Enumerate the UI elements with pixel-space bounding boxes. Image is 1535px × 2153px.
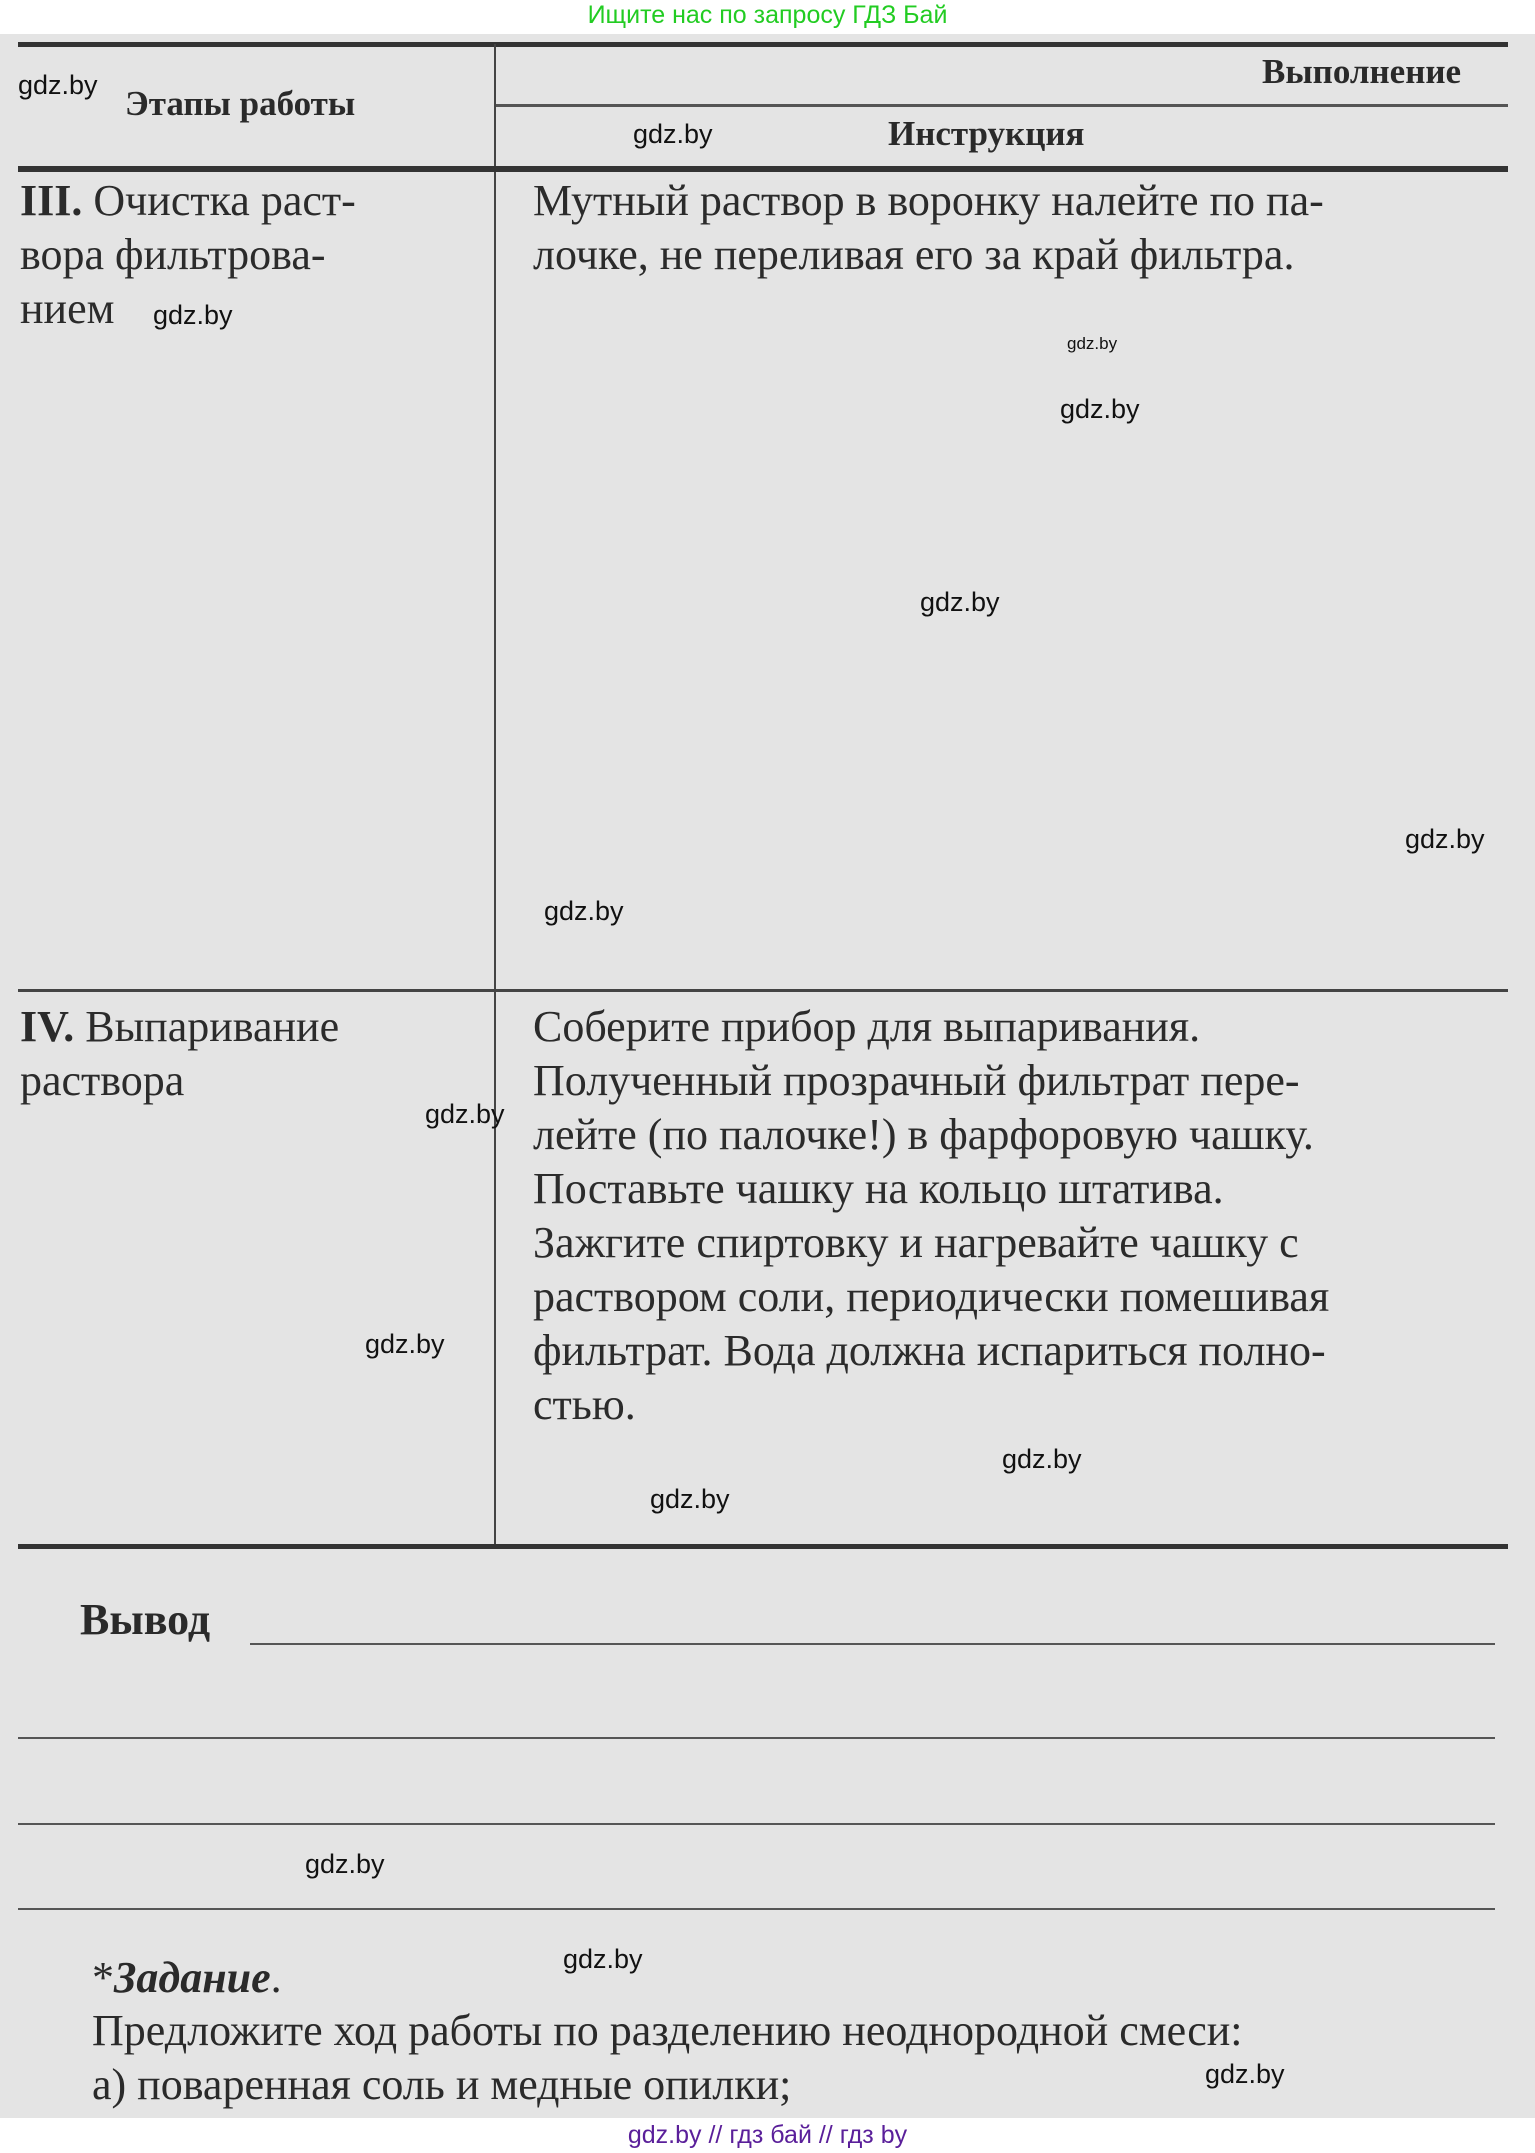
- instruction-line: раствором соли, периодически помешивая: [533, 1272, 1330, 1321]
- header-execution: Выполнение: [1262, 52, 1462, 91]
- answer-line[interactable]: [250, 1643, 1495, 1645]
- watermark: gdz.by: [425, 1099, 505, 1129]
- stage-number: III.: [20, 176, 83, 225]
- stage-number: IV.: [20, 1002, 75, 1051]
- instruction-line: Мутный раствор в воронку налейте по па-: [533, 176, 1324, 225]
- conclusion-label: Вывод: [80, 1595, 211, 1644]
- answer-line[interactable]: [18, 1823, 1495, 1825]
- watermark: gdz.by: [544, 896, 624, 926]
- stage-text: нием: [20, 284, 115, 333]
- stage-text: вора фильтрова-: [20, 230, 326, 279]
- watermark: gdz.by: [365, 1329, 445, 1359]
- answer-line[interactable]: [18, 1908, 1495, 1910]
- watermark: gdz.by: [650, 1484, 730, 1514]
- stage-text: раствора: [20, 1056, 185, 1105]
- table-top-border: [18, 42, 1508, 47]
- watermark: gdz.by: [1405, 824, 1485, 854]
- watermark: gdz.by: [633, 119, 713, 149]
- task-star: *: [92, 1953, 114, 2002]
- table-bottom-border: [18, 1544, 1508, 1549]
- task-prompt: Предложите ход работы по разделению неоднородной смеси:: [92, 2006, 1243, 2055]
- bottom-banner[interactable]: gdz.by // гдз бай // гдз by: [627, 2121, 908, 2149]
- watermark: gdz.by: [1067, 334, 1118, 353]
- header-subdivider: [496, 104, 1508, 107]
- instruction-line: Зажгите спиртовку и нагревайте чашку с: [533, 1218, 1299, 1267]
- watermark: gdz.by: [305, 1849, 385, 1879]
- instruction-line: фильтрат. Вода должна испариться полно-: [533, 1326, 1326, 1375]
- task-item: а) поваренная соль и медные опилки;: [92, 2060, 792, 2109]
- textbook-page: [0, 34, 1535, 2118]
- task-title: Задание: [114, 1953, 271, 2002]
- answer-line[interactable]: [18, 1737, 1495, 1739]
- column-divider: [494, 44, 496, 1549]
- instruction-line: Поставьте чашку на кольцо штатива.: [533, 1164, 1224, 1213]
- header-stages: Этапы работы: [125, 84, 356, 123]
- instruction-line: Соберите прибор для выпаривания.: [533, 1002, 1201, 1051]
- watermark: gdz.by: [1002, 1444, 1082, 1474]
- instruction-line: лейте (по палочке!) в фарфоровую чашку.: [533, 1110, 1314, 1159]
- watermark: gdz.by: [153, 300, 233, 330]
- watermark: gdz.by: [1205, 2059, 1285, 2089]
- stage-text: Очистка раст-: [93, 176, 356, 225]
- row-divider: [18, 989, 1508, 992]
- watermark: gdz.by: [920, 587, 1000, 617]
- top-banner[interactable]: Ищите нас по запросу ГДЗ Бай: [587, 1, 948, 29]
- stage-cell-4: [20, 1000, 339, 1108]
- instruction-line: Полученный прозрачный фильтрат пере-: [533, 1056, 1300, 1105]
- task-heading: *Задание.: [92, 1953, 282, 2002]
- watermark: gdz.by: [18, 70, 98, 100]
- instruction-cell-4: [533, 1000, 1329, 1432]
- instruction-line: лочке, не переливая его за край фильтра.: [533, 230, 1295, 279]
- watermark: gdz.by: [563, 1944, 643, 1974]
- instruction-cell-3: [533, 174, 1324, 282]
- header-instruction: Инструкция: [888, 114, 1085, 153]
- watermark: gdz.by: [1060, 394, 1140, 424]
- task-text: [92, 2004, 1243, 2112]
- instruction-line: стью.: [533, 1380, 636, 1429]
- header-bottom-border: [18, 166, 1508, 172]
- stage-text: Выпаривание: [85, 1002, 340, 1051]
